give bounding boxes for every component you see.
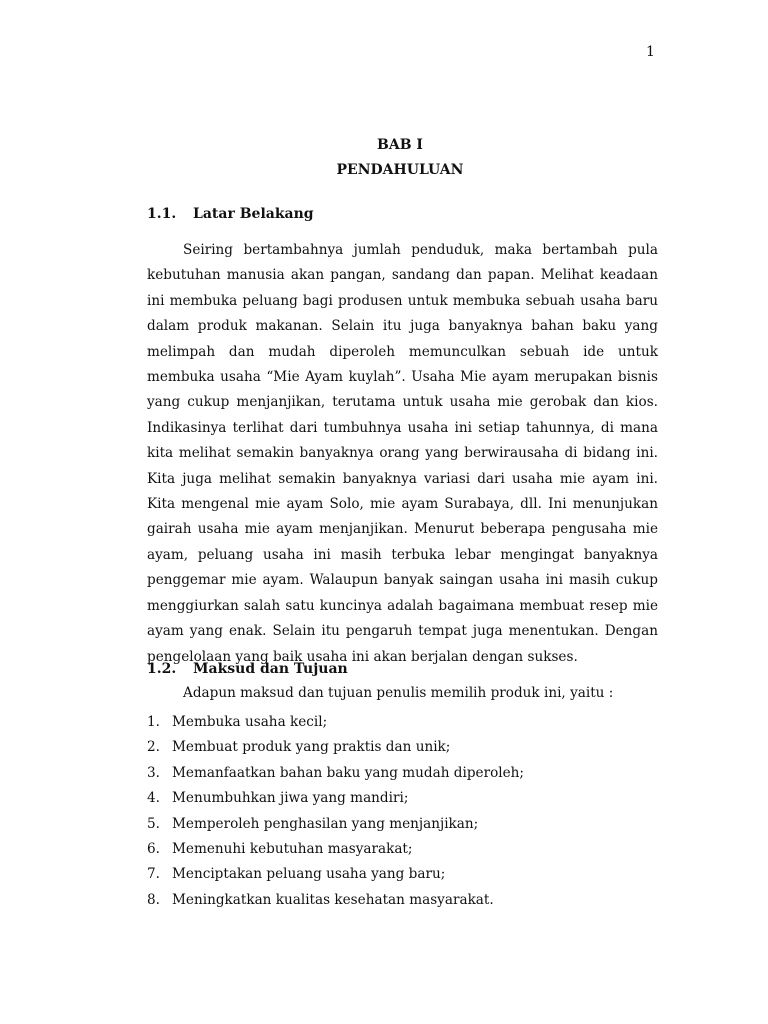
list-item-text: Memenuhi kebutuhan masyarakat; — [172, 841, 413, 858]
list-item-number: 5. — [147, 815, 160, 832]
list-item-number: 3. — [147, 764, 160, 781]
section-number: 1.2. — [147, 661, 177, 677]
background-paragraph: Seiring bertambahnya jumlah penduduk, maka bertambah pula kebutuhan manusia akan pangan, sandang dan papan. Melihat keadaan ini membuka peluang bagi produsen untuk membuka sebuah usaha baru dalam produk makanan. Selain itu juga banyaknya bahan baku yang melimpah dan mudah diperoleh memunculkan sebuah ide untuk membuka usaha “Mie Ayam kuylah”. Usaha Mie ayam merupakan bisnis yang cukup menjanjikan, terutama untuk usaha mie gerobak dan kios. Indikasinya terlihat dari tumbuhnya usaha ini setiap tahunnya, di mana kita melihat semakin banyaknya orang yang berwirausaha di bidang ini. Kita juga melihat semakin banyaknya variasi dari usaha mie ayam ini. Kita mengenal mie ayam Solo, mie ayam Surabaya, dll. Ini menunjukan gairah usaha mie ayam menjanjikan. Menurut beberapa pengusaha mie ayam, peluang usaha ini masih terbuka lebar mengingat banyaknya penggemar mie ayam. Walaupun banyak saingan usaha ini masih cukup menggiurkan salah satu kuncinya adalah bagaimana membuat resep mie ayam yang enak. Selain itu pengaruh tempat juga menentukan. Dengan pengelolaan yang baik usaha ini akan berjalan dengan sukses. — [147, 242, 658, 665]
list-item — [147, 735, 524, 760]
list-item-text: Membuat produk yang praktis dan unik; — [172, 739, 451, 756]
chapter-title: PENDAHULUAN — [336, 162, 464, 178]
list-item-number: 7. — [147, 866, 160, 883]
list-item-number: 8. — [147, 891, 160, 908]
list-item-number: 4. — [147, 790, 160, 807]
list-item — [147, 837, 524, 862]
list-item-text: Memanfaatkan bahan baku yang mudah diperoleh; — [172, 764, 524, 781]
list-item-text: Menciptakan peluang usaha yang baru; — [172, 866, 446, 883]
section-title: Maksud dan Tujuan — [193, 661, 348, 677]
list-item-text: Meningkatkan kualitas kesehatan masyarakat. — [172, 891, 494, 908]
section-number: 1.1. — [147, 206, 177, 222]
list-item — [147, 761, 524, 786]
list-item-number: 2. — [147, 739, 160, 756]
objectives-list — [147, 710, 524, 913]
list-item-number: 1. — [147, 714, 160, 730]
list-item-text: Menumbuhkan jiwa yang mandiri; — [172, 790, 409, 807]
page-number: 1 — [646, 44, 655, 60]
section-heading-maksud-tujuan — [147, 661, 348, 677]
list-item-text: Memperoleh penghasilan yang menjanjikan; — [172, 815, 479, 832]
list-item-text: Membuka usaha kecil; — [172, 714, 328, 730]
list-item — [147, 888, 524, 913]
list-item-number: 6. — [147, 841, 160, 858]
objectives-intro: Adapun maksud dan tujuan penulis memilih produk ini, yaitu : — [183, 685, 614, 701]
list-item — [147, 812, 524, 837]
list-item — [147, 710, 524, 735]
section-title: Latar Belakang — [193, 206, 314, 222]
list-item — [147, 786, 524, 811]
section-heading-latar-belakang — [147, 206, 314, 222]
list-item — [147, 862, 524, 887]
chapter-label: BAB I — [377, 137, 423, 153]
